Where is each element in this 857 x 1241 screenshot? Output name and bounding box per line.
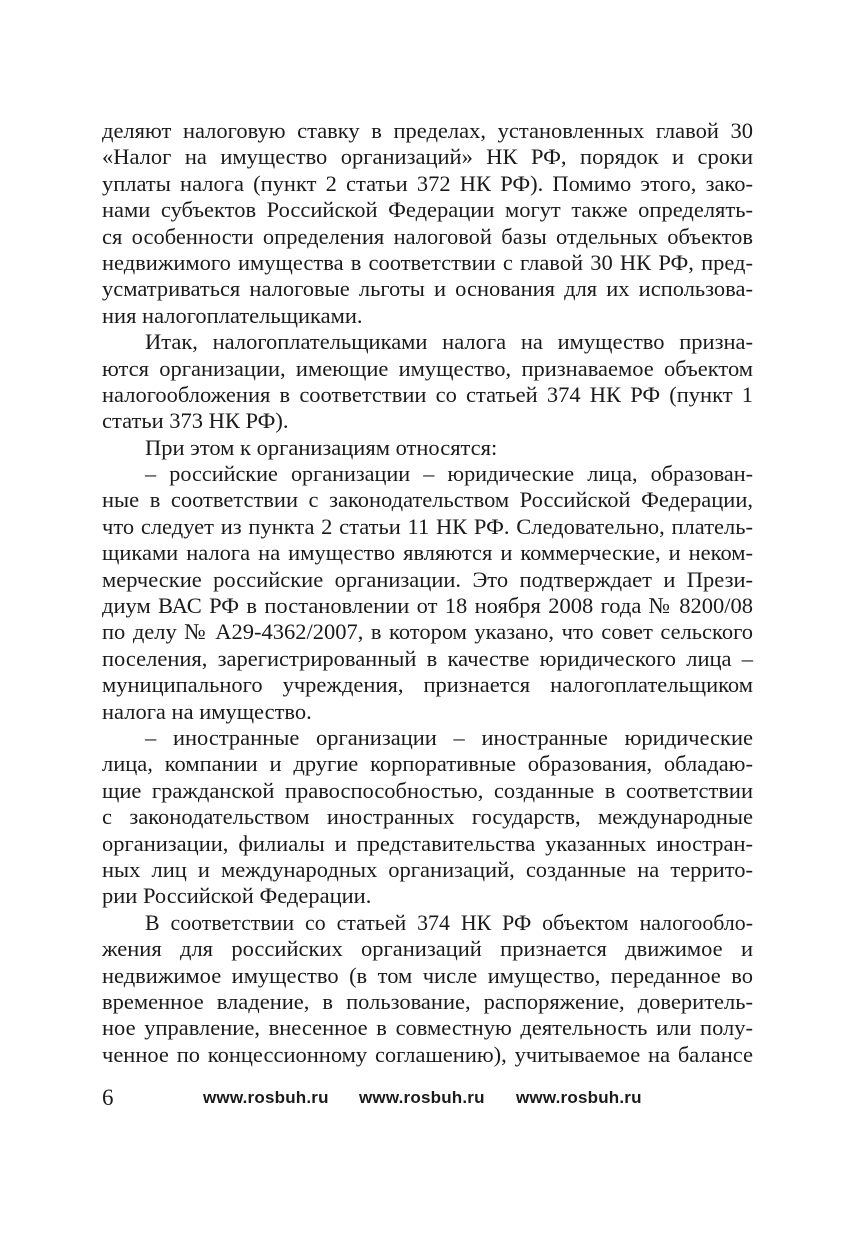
text-line: ся особенности определения налоговой базы отдельных объектов (102, 223, 753, 249)
page-number: 6 (102, 1085, 114, 1110)
text-line: жения для российских организаций признается движимое и (102, 936, 753, 962)
text-line: деляют налоговую ставку в пределах, установленных главой 30 (102, 118, 753, 143)
text-line: нами субъектов Российской Федерации могут также определять- (102, 197, 753, 223)
text-line: рии Российской Федерации. (102, 883, 372, 909)
text-line: ются организации, имеющие имущество, признаваемое объектом (102, 355, 753, 381)
text-line: налога на имущество. (102, 698, 312, 724)
website-link: www.rosbuh.ru (359, 1088, 485, 1107)
text-line: ных лиц и международных организаций, созданные на террито- (102, 856, 753, 882)
text-line: уплаты налога (пункт 2 статьи 372 НК РФ). Помимо этого, зако- (102, 170, 753, 196)
text-line: мерческие российские организации. Это подтверждает и Прези- (102, 566, 753, 592)
text-line: лица, компании и другие корпоративные образования, обладаю- (102, 751, 753, 777)
website-link: www.rosbuh.ru (203, 1088, 329, 1107)
text-line: временное владение, в пользование, распоряжение, доверитель- (102, 988, 753, 1014)
text-line: щие гражданской правоспособностью, созданные в соответствии (102, 777, 753, 803)
text-line: ченное по концессионному соглашению), учитываемое на балансе (102, 1041, 753, 1067)
paragraph-first-line: В соответствии со статьей 374 НК РФ объектом налогообло- (145, 910, 753, 935)
text-line: налогообложения в соответствии со статьей 374 НК РФ (пункт 1 (102, 381, 753, 407)
text-line: ные в соответствии с законодательством Российской Федерации, (102, 487, 753, 513)
text-line: «Налог на имущество организаций» НК РФ, порядок и сроки (102, 144, 753, 170)
text-line: поселения, зарегистрированный в качестве юридического лица – (102, 645, 753, 671)
text-line: что следует из пункта 2 статьи 11 НК РФ. Следовательно, платель- (102, 513, 753, 539)
page-footer (102, 1083, 753, 1113)
text-line: недвижимого имущества в соответствии с главой 30 НК РФ, пред- (102, 249, 753, 275)
list-item-first-line: – российские организации – юридические лица, образован- (145, 461, 753, 487)
text-line: ния налогоплательщиками. (102, 302, 363, 328)
text-line: организации, филиалы и представительства указанных иностран- (102, 830, 753, 856)
list-item-first-line: – иностранные организации – иностранные юридические (145, 724, 753, 750)
paragraph-first-line: Итак, налогоплательщиками налога на имущество призна- (145, 329, 753, 355)
text-line: муниципального учреждения, признается налогоплательщиком (102, 672, 753, 698)
text-line: недвижимое имущество (в том числе имущество, переданное во (102, 962, 753, 988)
text-line: щиками налога на имущество являются и коммерческие, и неком- (102, 540, 753, 566)
text-line: ное управление, внесенное в совместную деятельность или полу- (102, 1015, 753, 1041)
website-link: www.rosbuh.ru (516, 1088, 642, 1107)
text-line: усматриваться налоговые льготы и основания для их использова- (102, 276, 753, 302)
text-line: статьи 373 НК РФ). (102, 408, 289, 434)
text-line: по делу № А29-4362/2007, в котором указано, что совет сельского (102, 619, 753, 645)
text-line: с законодательством иностранных государств, международные (102, 804, 753, 830)
paragraph-first-line: При этом к организациям относятся: (145, 434, 498, 460)
text-line: диум ВАС РФ в постановлении от 18 ноября 2008 года № 8200/08 (102, 593, 753, 619)
page-body (102, 118, 753, 1068)
